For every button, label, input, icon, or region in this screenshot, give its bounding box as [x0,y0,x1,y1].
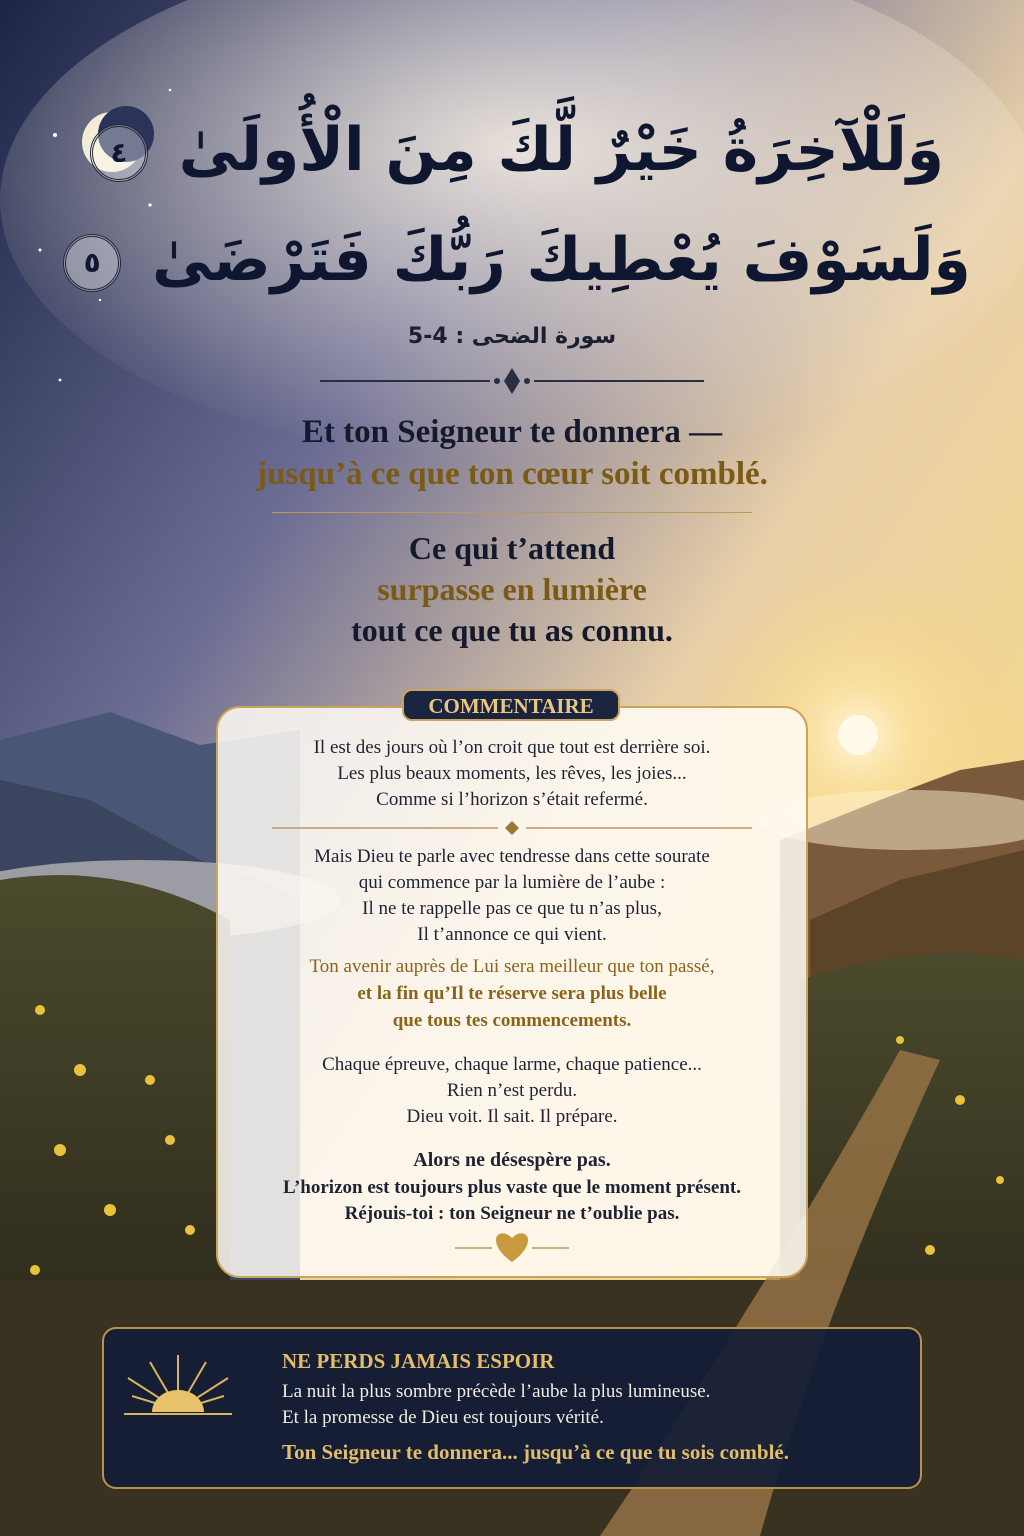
banner-title: NE PERDS JAMAIS ESPOIR [282,1349,555,1373]
commentary-p3-line-3: Dieu voit. Il sait. Il prépare. [406,1106,618,1127]
banner-line-2: Et la promesse de Dieu est toujours vérité. [282,1407,604,1428]
commentary-p1-line-2: Les plus beaux moments, les rêves, les joies... [337,763,687,784]
headline-line-2: jusqu’à ce que ton cœur soit comblé. [256,456,768,492]
commentary-p4-line-2: L’horizon est toujours plus vaste que le moment présent. [283,1177,741,1198]
commentary-p3-line-2: Rien n’est perdu. [446,1080,578,1101]
commentary-p4-line-1: Alors ne désespère pas. [413,1149,611,1171]
commentary-p2-line-2: qui commence par la lumière de l’aube : [358,872,666,893]
commentary-p2-line-4: Il t’annonce ce qui vient. [417,924,607,945]
subheadline-line-1: Ce qui t’attend [408,530,616,566]
commentary-p1-line-1: Il est des jours où l’on croit que tout est derrière soi. [313,737,711,758]
subheadline-line-2: surpasse en lumière [377,571,647,607]
commentary-highlight-line-3: que tous tes commencements. [392,1010,632,1031]
banner-line-1: La nuit la plus sombre précède l’aube la plus lumineuse. [282,1381,711,1402]
commentary-p3-line-1: Chaque épreuve, chaque larme, chaque patience... [322,1054,702,1075]
commentary-p4-line-3: Réjouis-toi : ton Seigneur ne t’oublie pas. [344,1203,680,1224]
ayah-number-4-icon: ٤ [90,124,148,182]
headline-line-1: Et ton Seigneur te donnera — [301,414,723,450]
verse-2-text: وَلَسَوْفَ يُعْطِيكَ رَبُّكَ فَتَرْضَىٰ [152,225,971,295]
commentary-highlight-line-2: et la fin qu’Il te réserve sera plus belle [357,983,667,1004]
banner-closing: Ton Seigneur te donnera... jusqu’à ce que tu sois comblé. [282,1440,789,1464]
subheadline-line-3: tout ce que tu as connu. [351,612,673,648]
commentary-badge: COMMENTAIRE [402,689,620,721]
commentary-p2-line-3: Il ne te rappelle pas ce que tu n’as plus, [362,898,662,919]
verse-1-text: وَلَلْآخِرَةُ خَيْرٌ لَّكَ مِنَ الْأُولَىٰ [178,115,945,185]
commentary-p2-line-1: Mais Dieu te parle avec tendresse dans cette sourate [314,846,710,867]
commentary-highlight-line-1: Ton avenir auprès de Lui sera meilleur que ton passé, [309,956,715,977]
ayah-number-5-icon: ٥ [63,234,121,292]
surah-reference: سورة الضحى : 4-5 [407,324,617,349]
commentary-p1-line-3: Comme si l’horizon s’était refermé. [376,789,648,810]
